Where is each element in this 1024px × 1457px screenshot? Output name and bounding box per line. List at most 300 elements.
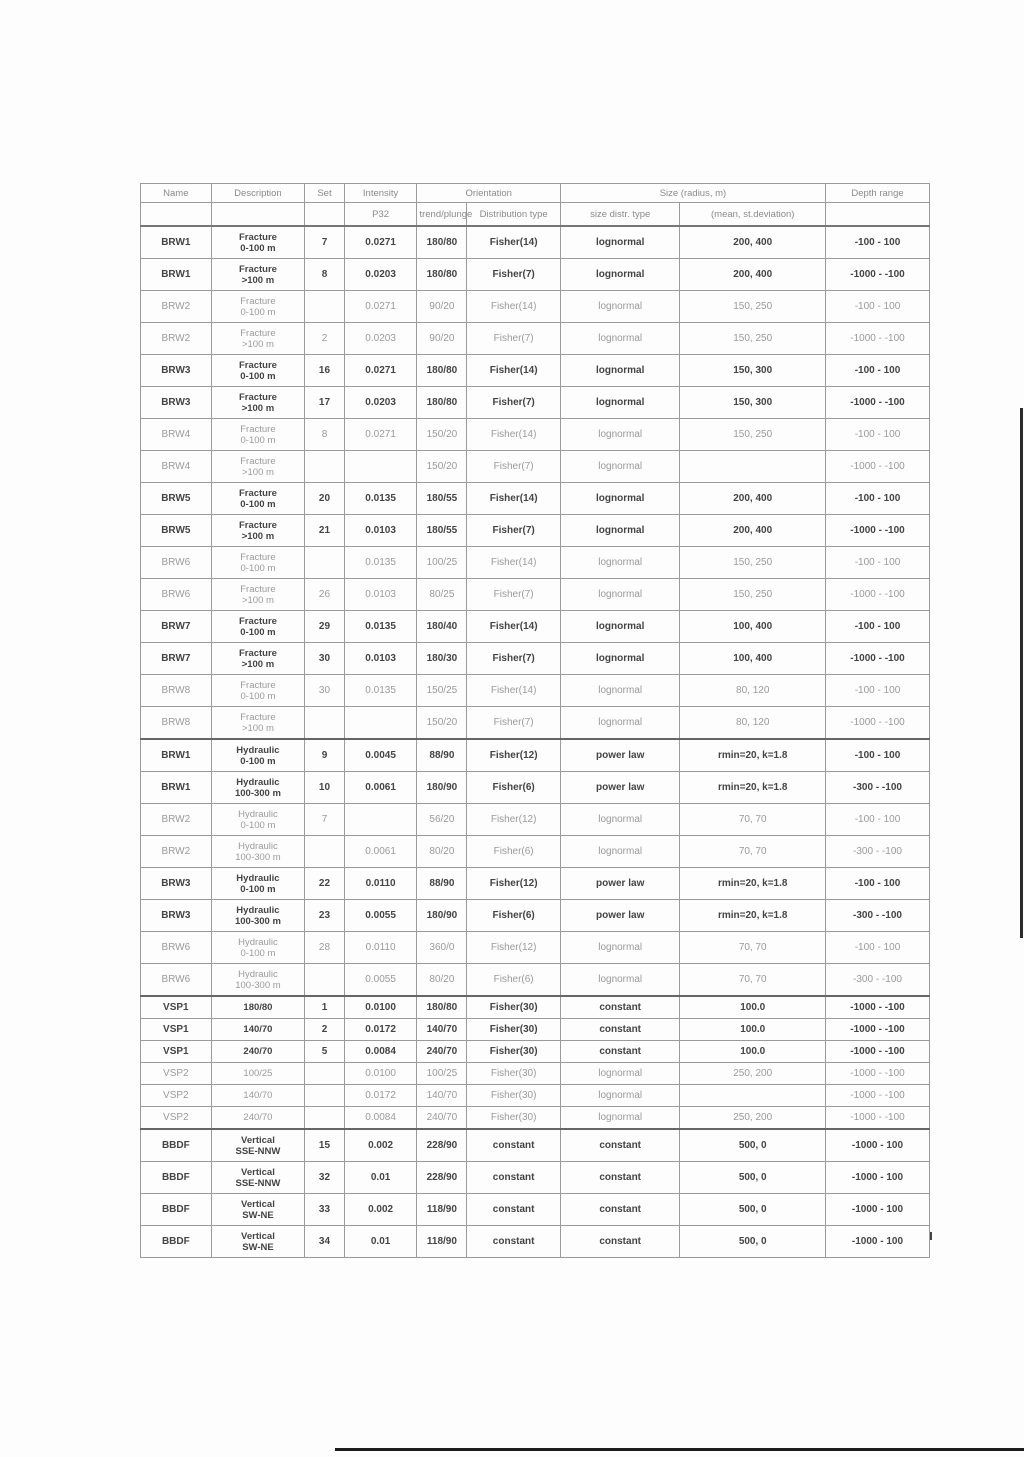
cell-p32: 0.0084 <box>344 1041 417 1063</box>
description-type: Fracture <box>240 551 276 563</box>
cell-orientation: 88/90 <box>417 739 467 772</box>
description-detail: 100-300 m <box>235 851 281 863</box>
description-type: Vertical <box>241 1166 275 1178</box>
description-detail: 0-100 m <box>240 755 276 767</box>
cell-set <box>305 291 345 323</box>
cell-description <box>211 900 305 932</box>
cell-name: BRW7 <box>141 611 212 643</box>
description-detail: 0-100 m <box>240 562 276 574</box>
parameter-table <box>140 183 930 1258</box>
cell-set: 8 <box>305 259 345 291</box>
cell-size-type: lognormal <box>560 1085 680 1107</box>
cell-set: 22 <box>305 868 345 900</box>
description-type: Fracture <box>238 519 277 531</box>
cell-p32: 0.0172 <box>344 1085 417 1107</box>
cell-size-type: power law <box>560 739 680 772</box>
table-row <box>141 1019 930 1041</box>
table-row <box>141 1226 930 1258</box>
cell-orientation: 56/20 <box>417 804 467 836</box>
cell-size-type: power law <box>560 900 680 932</box>
table-row <box>141 451 930 483</box>
cell-distribution: Fisher(12) <box>467 868 561 900</box>
cell-size-type: lognormal <box>560 804 680 836</box>
cell-p32: 0.0100 <box>344 996 417 1019</box>
cell-description <box>211 323 305 355</box>
cell-p32: 0.0055 <box>344 900 417 932</box>
cell-distribution: Fisher(6) <box>467 772 561 804</box>
table-row <box>141 355 930 387</box>
description-type: Fracture <box>240 455 276 467</box>
cell-set <box>305 451 345 483</box>
cell-set: 7 <box>305 226 345 259</box>
table-row <box>141 579 930 611</box>
cell-p32: 0.0271 <box>344 355 417 387</box>
header-size: Size (radius, m) <box>560 184 825 203</box>
cell-size-params: 200, 400 <box>680 259 826 291</box>
description-detail: 240/70 <box>243 1112 273 1123</box>
header-set: Set <box>305 184 345 203</box>
cell-distribution: Fisher(14) <box>467 419 561 451</box>
cell-orientation: 228/90 <box>417 1129 467 1162</box>
cell-p32: 0.0203 <box>344 387 417 419</box>
cell-set: 21 <box>305 515 345 547</box>
cell-orientation: 180/80 <box>417 996 467 1019</box>
cell-depth-range: -100 - 100 <box>825 226 929 259</box>
cell-size-type: constant <box>560 1226 680 1258</box>
cell-size-params: 100.0 <box>680 1041 826 1063</box>
cell-orientation: 180/30 <box>417 643 467 675</box>
description-detail: SSE-NNW <box>235 1177 281 1189</box>
description-detail: 100/25 <box>243 1068 273 1079</box>
cell-size-params: 70, 70 <box>680 804 826 836</box>
cell-distribution: Fisher(14) <box>467 483 561 515</box>
cell-orientation: 118/90 <box>417 1194 467 1226</box>
cell-name: BRW3 <box>141 355 212 387</box>
cell-name: VSP1 <box>141 1041 212 1063</box>
cell-size-params: 150, 250 <box>680 579 826 611</box>
description-type: Fracture <box>238 359 277 371</box>
description-detail: >100 m <box>241 722 274 734</box>
header-intensity: Intensity <box>344 184 417 203</box>
cell-depth-range: -1000 - -100 <box>825 1085 929 1107</box>
cell-p32: 0.0103 <box>344 515 417 547</box>
table-row <box>141 483 930 515</box>
cell-orientation: 360/0 <box>417 932 467 964</box>
table-row <box>141 804 930 836</box>
cell-orientation: 180/90 <box>417 772 467 804</box>
cell-description <box>211 515 305 547</box>
cell-name: VSP2 <box>141 1085 212 1107</box>
description-type: Hydraulic <box>238 936 278 948</box>
cell-set: 2 <box>305 323 345 355</box>
cell-p32 <box>344 804 417 836</box>
table-row <box>141 291 930 323</box>
cell-depth-range: -100 - 100 <box>825 547 929 579</box>
cell-description <box>211 611 305 643</box>
cell-p32: 0.0045 <box>344 739 417 772</box>
cell-description <box>211 451 305 483</box>
table-row <box>141 772 930 804</box>
table-row <box>141 1129 930 1162</box>
cell-size-type: lognormal <box>560 1063 680 1085</box>
cell-description <box>211 643 305 675</box>
cell-distribution: Fisher(7) <box>467 643 561 675</box>
cell-description <box>211 1226 305 1258</box>
cell-size-type: lognormal <box>560 483 680 515</box>
cell-depth-range: -1000 - -100 <box>825 1041 929 1063</box>
cell-distribution: constant <box>467 1226 561 1258</box>
description-detail: 0-100 m <box>240 242 276 254</box>
cell-distribution: Fisher(12) <box>467 932 561 964</box>
cell-name: BRW3 <box>141 900 212 932</box>
cell-size-params: 250, 200 <box>680 1063 826 1085</box>
cell-name: BBDF <box>141 1194 212 1226</box>
cell-depth-range: -1000 - 100 <box>825 1162 929 1194</box>
cell-set: 33 <box>305 1194 345 1226</box>
table-row <box>141 964 930 997</box>
cell-description <box>211 419 305 451</box>
cell-description <box>211 1162 305 1194</box>
description-type: Hydraulic <box>236 776 280 788</box>
cell-description <box>211 675 305 707</box>
cell-set <box>305 1085 345 1107</box>
table-row <box>141 1162 930 1194</box>
cell-depth-range: -100 - 100 <box>825 611 929 643</box>
cell-orientation: 90/20 <box>417 291 467 323</box>
table-row <box>141 515 930 547</box>
cell-size-params: 70, 70 <box>680 932 826 964</box>
cell-p32: 0.0055 <box>344 964 417 997</box>
cell-size-params: 150, 250 <box>680 291 826 323</box>
description-detail: 140/70 <box>243 1024 273 1035</box>
cell-size-params: rmin=20, k=1.8 <box>680 772 826 804</box>
description-type: Hydraulic <box>238 808 278 820</box>
table-row <box>141 226 930 259</box>
description-detail: 0-100 m <box>240 498 276 510</box>
cell-description <box>211 1019 305 1041</box>
cell-set: 8 <box>305 419 345 451</box>
cell-size-type: constant <box>560 1162 680 1194</box>
cell-size-type: power law <box>560 868 680 900</box>
cell-description <box>211 483 305 515</box>
cell-distribution: Fisher(7) <box>467 387 561 419</box>
cell-name: BRW8 <box>141 675 212 707</box>
cell-set: 7 <box>305 804 345 836</box>
cell-depth-range: -1000 - 100 <box>825 1194 929 1226</box>
cell-depth-range: -1000 - -100 <box>825 323 929 355</box>
cell-description <box>211 259 305 291</box>
description-detail: 180/80 <box>243 1002 273 1013</box>
cell-p32: 0.0110 <box>344 932 417 964</box>
cell-depth-range: -100 - 100 <box>825 868 929 900</box>
table-row <box>141 1194 930 1226</box>
table-row <box>141 932 930 964</box>
table-row <box>141 1107 930 1130</box>
cell-set: 32 <box>305 1162 345 1194</box>
cell-set <box>305 964 345 997</box>
cell-description <box>211 1063 305 1085</box>
description-type: Fracture <box>240 295 276 307</box>
cell-size-type: lognormal <box>560 419 680 451</box>
cell-set <box>305 1063 345 1085</box>
description-type: Fracture <box>240 327 276 339</box>
cell-description <box>211 387 305 419</box>
cell-orientation: 180/80 <box>417 355 467 387</box>
cell-name: BRW7 <box>141 643 212 675</box>
table-row <box>141 1085 930 1107</box>
cell-distribution: Fisher(14) <box>467 675 561 707</box>
cell-orientation: 100/25 <box>417 1063 467 1085</box>
cell-orientation: 118/90 <box>417 1226 467 1258</box>
cell-name: BBDF <box>141 1162 212 1194</box>
cell-description <box>211 291 305 323</box>
cell-size-params: 70, 70 <box>680 964 826 997</box>
header-description: Description <box>211 184 305 203</box>
cell-set: 28 <box>305 932 345 964</box>
cell-distribution: Fisher(30) <box>467 1041 561 1063</box>
table-row <box>141 323 930 355</box>
table-row <box>141 643 930 675</box>
table-body <box>141 226 930 1258</box>
cell-size-type: constant <box>560 1129 680 1162</box>
cell-size-params: 150, 300 <box>680 355 826 387</box>
cell-size-params: 150, 250 <box>680 547 826 579</box>
cell-name: BRW6 <box>141 579 212 611</box>
description-detail: 0-100 m <box>240 690 276 702</box>
cell-description <box>211 226 305 259</box>
cell-orientation: 88/90 <box>417 868 467 900</box>
description-type: Vertical <box>241 1134 275 1146</box>
cell-description <box>211 355 305 387</box>
description-type: Vertical <box>241 1230 275 1242</box>
cell-depth-range: -1000 - -100 <box>825 1107 929 1130</box>
cell-p32: 0.0061 <box>344 772 417 804</box>
cell-description <box>211 739 305 772</box>
cell-distribution: Fisher(14) <box>467 547 561 579</box>
cell-depth-range: -100 - 100 <box>825 739 929 772</box>
description-type: Fracture <box>240 711 276 723</box>
cell-size-type: constant <box>560 1019 680 1041</box>
cell-size-type: constant <box>560 1041 680 1063</box>
cell-size-params <box>680 1085 826 1107</box>
cell-distribution: Fisher(7) <box>467 579 561 611</box>
cell-set: 34 <box>305 1226 345 1258</box>
table-row <box>141 868 930 900</box>
cell-orientation: 80/20 <box>417 964 467 997</box>
description-type: Hydraulic <box>238 840 278 852</box>
cell-size-type: lognormal <box>560 355 680 387</box>
cell-size-params: 80, 120 <box>680 675 826 707</box>
cell-size-params: 200, 400 <box>680 483 826 515</box>
description-type: Fracture <box>240 423 276 435</box>
cell-depth-range: -1000 - 100 <box>825 1129 929 1162</box>
description-detail: 100-300 m <box>234 787 281 799</box>
description-type: Fracture <box>238 263 277 275</box>
cell-size-params: 80, 120 <box>680 707 826 740</box>
description-detail: 100-300 m <box>235 979 281 991</box>
cell-depth-range: -100 - 100 <box>825 804 929 836</box>
scan-mark <box>930 1232 932 1240</box>
cell-description <box>211 868 305 900</box>
description-type: Hydraulic <box>238 968 278 980</box>
cell-set: 23 <box>305 900 345 932</box>
cell-distribution: constant <box>467 1194 561 1226</box>
cell-size-type: lognormal <box>560 579 680 611</box>
cell-depth-range: -1000 - 100 <box>825 1226 929 1258</box>
cell-name: BBDF <box>141 1226 212 1258</box>
cell-description <box>211 1194 305 1226</box>
cell-description <box>211 1085 305 1107</box>
cell-p32: 0.0061 <box>344 836 417 868</box>
cell-depth-range: -1000 - -100 <box>825 1019 929 1041</box>
cell-p32: 0.0172 <box>344 1019 417 1041</box>
cell-p32: 0.0135 <box>344 675 417 707</box>
cell-size-type: lognormal <box>560 964 680 997</box>
cell-p32 <box>344 451 417 483</box>
description-detail: SSE-NNW <box>235 1145 281 1157</box>
description-detail: 0-100 m <box>240 370 276 382</box>
cell-name: BRW4 <box>141 451 212 483</box>
cell-description <box>211 772 305 804</box>
cell-set: 10 <box>305 772 345 804</box>
cell-depth-range: -1000 - -100 <box>825 996 929 1019</box>
cell-depth-range: -1000 - -100 <box>825 579 929 611</box>
table-row <box>141 900 930 932</box>
cell-orientation: 240/70 <box>417 1041 467 1063</box>
description-detail: >100 m <box>241 338 274 350</box>
cell-depth-range: -300 - -100 <box>825 964 929 997</box>
cell-depth-range: -100 - 100 <box>825 291 929 323</box>
cell-name: BRW3 <box>141 387 212 419</box>
cell-orientation: 80/20 <box>417 836 467 868</box>
cell-name: VSP2 <box>141 1107 212 1130</box>
cell-name: BRW2 <box>141 836 212 868</box>
cell-depth-range: -300 - -100 <box>825 836 929 868</box>
cell-distribution: Fisher(6) <box>467 900 561 932</box>
cell-orientation: 150/20 <box>417 419 467 451</box>
cell-name: BRW1 <box>141 226 212 259</box>
cell-orientation: 80/25 <box>417 579 467 611</box>
cell-description <box>211 1041 305 1063</box>
cell-depth-range: -1000 - -100 <box>825 387 929 419</box>
cell-p32: 0.0103 <box>344 643 417 675</box>
cell-depth-range: -1000 - -100 <box>825 707 929 740</box>
cell-depth-range: -100 - 100 <box>825 675 929 707</box>
cell-depth-range: -100 - 100 <box>825 483 929 515</box>
cell-size-type: lognormal <box>560 387 680 419</box>
cell-size-type: lognormal <box>560 836 680 868</box>
cell-p32: 0.0135 <box>344 483 417 515</box>
description-detail: 0-100 m <box>240 434 276 446</box>
cell-name: BBDF <box>141 1129 212 1162</box>
cell-orientation: 180/55 <box>417 515 467 547</box>
cell-set: 2 <box>305 1019 345 1041</box>
scan-edge-mark <box>1020 408 1023 938</box>
cell-distribution: Fisher(12) <box>467 739 561 772</box>
cell-p32: 0.0203 <box>344 323 417 355</box>
cell-description <box>211 804 305 836</box>
header-depth-range: Depth range <box>825 184 929 203</box>
cell-p32: 0.01 <box>344 1226 417 1258</box>
cell-name: BRW6 <box>141 547 212 579</box>
cell-distribution: Fisher(7) <box>467 451 561 483</box>
cell-size-type: lognormal <box>560 547 680 579</box>
table-row <box>141 547 930 579</box>
cell-name: BRW5 <box>141 515 212 547</box>
cell-depth-range: -300 - -100 <box>825 772 929 804</box>
cell-size-type: lognormal <box>560 323 680 355</box>
cell-set <box>305 1107 345 1130</box>
cell-depth-range: -100 - 100 <box>825 932 929 964</box>
cell-set <box>305 836 345 868</box>
cell-set <box>305 707 345 740</box>
cell-size-params: 500, 0 <box>680 1129 826 1162</box>
subheader-p32: P32 <box>344 203 417 227</box>
table-row <box>141 419 930 451</box>
cell-depth-range: -100 - 100 <box>825 355 929 387</box>
cell-orientation: 228/90 <box>417 1162 467 1194</box>
cell-name: VSP1 <box>141 1019 212 1041</box>
description-detail: 0-100 m <box>240 306 276 318</box>
cell-distribution: Fisher(30) <box>467 1107 561 1130</box>
cell-distribution: Fisher(7) <box>467 515 561 547</box>
cell-distribution: Fisher(7) <box>467 259 561 291</box>
cell-set: 15 <box>305 1129 345 1162</box>
cell-size-params: 500, 0 <box>680 1162 826 1194</box>
cell-size-params: rmin=20, k=1.8 <box>680 868 826 900</box>
cell-orientation: 180/80 <box>417 259 467 291</box>
cell-description <box>211 547 305 579</box>
cell-size-params: 70, 70 <box>680 836 826 868</box>
description-type: Fracture <box>240 583 276 595</box>
cell-set: 26 <box>305 579 345 611</box>
cell-size-type: constant <box>560 996 680 1019</box>
cell-depth-range: -1000 - -100 <box>825 1063 929 1085</box>
table-row <box>141 259 930 291</box>
cell-size-type: lognormal <box>560 675 680 707</box>
cell-set: 16 <box>305 355 345 387</box>
cell-depth-range: -1000 - -100 <box>825 515 929 547</box>
cell-orientation: 180/90 <box>417 900 467 932</box>
cell-distribution: Fisher(30) <box>467 1063 561 1085</box>
cell-orientation: 90/20 <box>417 323 467 355</box>
description-detail: >100 m <box>241 594 274 606</box>
cell-distribution: Fisher(6) <box>467 836 561 868</box>
cell-name: VSP1 <box>141 996 212 1019</box>
cell-size-params: 100.0 <box>680 996 826 1019</box>
cell-size-type: lognormal <box>560 515 680 547</box>
cell-size-params <box>680 451 826 483</box>
cell-set: 5 <box>305 1041 345 1063</box>
cell-p32: 0.0103 <box>344 579 417 611</box>
cell-set <box>305 547 345 579</box>
cell-p32: 0.002 <box>344 1129 417 1162</box>
cell-name: BRW1 <box>141 259 212 291</box>
subheader-params: (mean, st.deviation) <box>680 203 826 227</box>
cell-size-params: 500, 0 <box>680 1194 826 1226</box>
cell-size-params: 150, 300 <box>680 387 826 419</box>
cell-size-type: power law <box>560 772 680 804</box>
description-detail: 0-100 m <box>240 947 276 959</box>
cell-orientation: 180/40 <box>417 611 467 643</box>
cell-size-params: 200, 400 <box>680 515 826 547</box>
description-detail: >100 m <box>241 658 275 670</box>
cell-depth-range: -100 - 100 <box>825 419 929 451</box>
cell-set: 9 <box>305 739 345 772</box>
cell-name: BRW4 <box>141 419 212 451</box>
description-type: Fracture <box>238 615 277 627</box>
table-row <box>141 996 930 1019</box>
